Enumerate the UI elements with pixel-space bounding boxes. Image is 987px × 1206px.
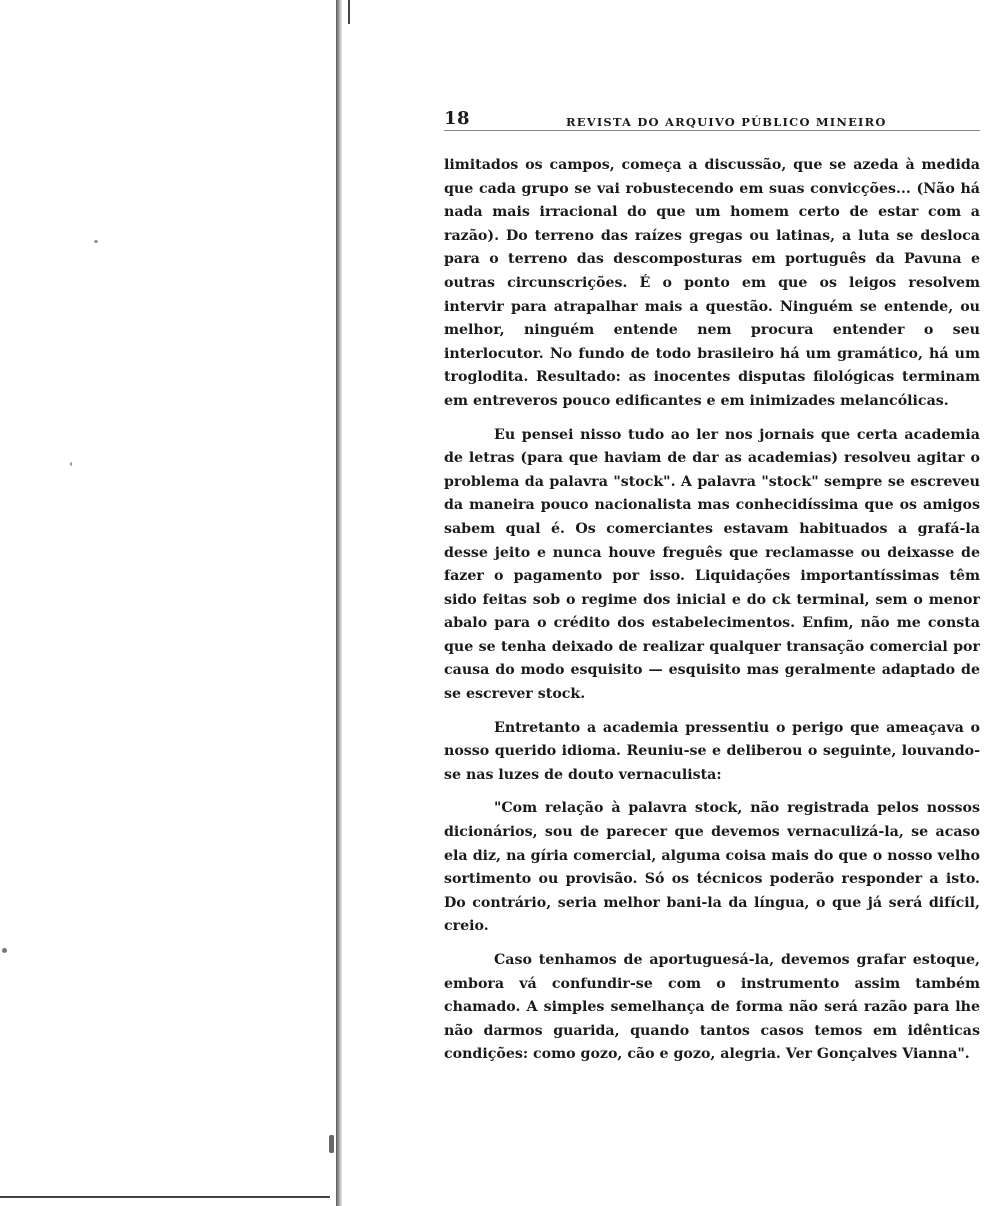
- scan-bottom-edge: [0, 1196, 330, 1198]
- article-body: [444, 154, 980, 1077]
- binding-gutter: [336, 0, 342, 1206]
- scan-speck: [2, 948, 7, 953]
- scan-speck: [70, 462, 72, 466]
- scan-speck: [329, 1135, 334, 1153]
- paragraph: limitados os campos, começa a discussão, que se azeda à medida que cada grupo se vai robustecendo em suas convicções... (Não há nada mais irracional do que um homem certo de estar com a razão). Do terreno das raízes gregas ou latinas, a luta se desloca para o terreno das descomposturas em português da Pavuna e outras circunscrições. É o ponto em que os leigos resolvem intervir para atrapalhar mais a questão. Ninguém se entende, ou melhor, ninguém entende nem procura entender o seu interlocutor. No fundo de todo brasileiro há um gramático, há um troglodita. Resultado: as inocentes disputas filológicas terminam em entreveros pouco edificantes e em inimizades melancólicas.: [444, 157, 980, 409]
- page-number: 18: [444, 108, 471, 129]
- quoted-paragraph: Caso tenhamos de aportuguesá-la, devemos grafar estoque, embora vá confundir-se com o instrumento assim também chamado. A simples semelhança de forma não será razão para lhe não darmos guarida, quando tantos casos temos em idênticas condições: como gozo, cão e gozo, alegria. Ver Gonçalves Vianna".: [444, 952, 980, 1063]
- paragraph: Eu pensei nisso tudo ao ler nos jornais que certa academia de letras (para que haviam de dar as academias) resolveu agitar o problema da palavra "stock". A palavra "stock" sempre se escreveu da maneira pouco nacionalista mas conhecidíssima que os amigos sabem qual é. Os comerciantes estavam habituados a grafá-la desse jeito e nunca houve freguês que reclamasse ou deixasse de fazer o pagamento por isso. Liquidações importantíssimas têm sido feitas sob o regime dos inicial e do ck terminal, sem o menor abalo para o crédito dos estabelecimentos. Enfim, não me consta que se tenha deixado de realizar qualquer transação comercial por causa do modo esquisito — esquisito mas geralmente adaptado de se escrever stock.: [444, 426, 980, 703]
- running-title: REVISTA DO ARQUIVO PÚBLICO MINEIRO: [566, 115, 887, 129]
- binding-edge-mark: [338, 0, 350, 24]
- scan-speck: [94, 240, 98, 243]
- page-header: [444, 108, 980, 131]
- quoted-paragraph: "Com relação à palavra stock, não registrada pelos nossos dicionários, sou de parecer que devemos vernaculizá-la, se acaso ela diz, na gíria comercial, alguma coisa mais do que o nosso velho sortimento ou provisão. Só os técnicos poderão responder a isto. Do contrário, seria melhor bani-la da língua, o que já será difícil, creio.: [444, 800, 980, 935]
- paragraph: Entretanto a academia pressentiu o perigo que ameaçava o nosso querido idioma. Reuniu-se e deliberou o seguinte, louvando-se nas luzes de douto vernaculista:: [444, 719, 980, 783]
